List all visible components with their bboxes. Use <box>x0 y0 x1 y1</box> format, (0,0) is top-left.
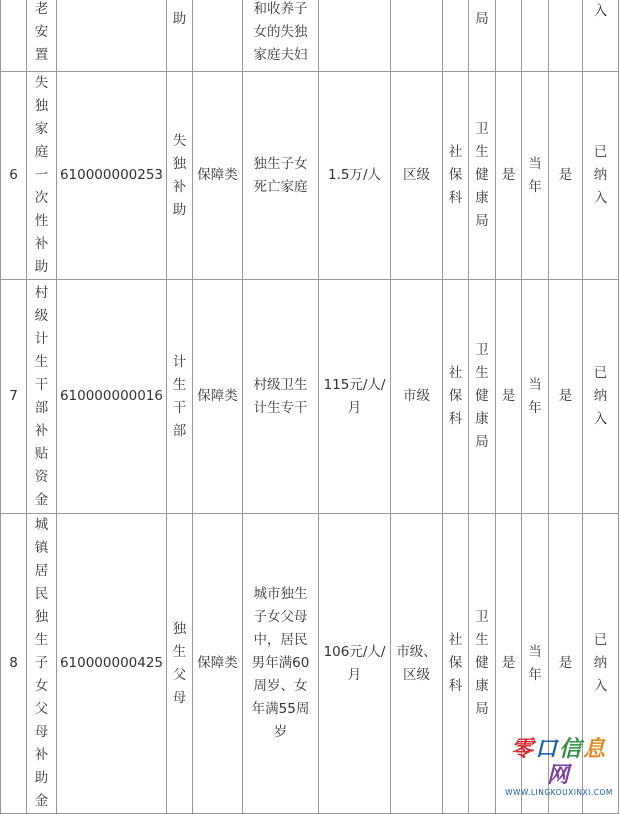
standard-cell: 1.5万/人 <box>319 72 391 280</box>
name-cell: 村级计生干部补贴资金 <box>27 280 57 514</box>
category-cell: 保障类 <box>193 72 243 280</box>
included-cell: 已纳入 <box>583 514 619 814</box>
department-cell: 卫生健康局 <box>469 72 496 280</box>
code-cell: 610000000425 <box>57 514 167 814</box>
flag-a-cell: 是 <box>496 280 522 514</box>
table-row <box>1 0 619 72</box>
included-cell: 已纳入 <box>583 72 619 280</box>
department-cell: 卫生健康局 <box>469 280 496 514</box>
included-cell: 已纳入 <box>583 280 619 514</box>
index-cell: 8 <box>1 514 27 814</box>
period-cell: 当年 <box>522 72 549 280</box>
office-cell: 社保科 <box>443 514 469 814</box>
flag-b-cell: 是 <box>549 72 583 280</box>
flag-a-cell: 是 <box>496 72 522 280</box>
project-type-cell: 独生父母 <box>167 514 193 814</box>
level-cell: 市级 <box>391 280 443 514</box>
watermark-logo <box>504 736 614 788</box>
office-cell <box>443 0 469 72</box>
condition-cell: 村级卫生计生专干 <box>243 280 319 514</box>
category-cell <box>193 0 243 72</box>
department-cell: 卫生健康局 <box>469 514 496 814</box>
watermark-glyph: 网 <box>546 762 571 788</box>
watermark-url: WWW.LINGKOUXINXI.COM <box>505 788 613 797</box>
level-cell: 区级 <box>391 72 443 280</box>
project-type-cell: 计生干部 <box>167 280 193 514</box>
level-cell <box>391 0 443 72</box>
period-cell <box>522 0 549 72</box>
flag-b-cell: 是 <box>549 280 583 514</box>
office-cell: 社保科 <box>443 280 469 514</box>
watermark-glyph: 息 <box>583 736 608 762</box>
code-cell: 610000000253 <box>57 72 167 280</box>
flag-b-cell: 是 <box>549 514 583 814</box>
name-cell: 失独家庭一次性补助 <box>27 72 57 280</box>
code-cell <box>57 0 167 72</box>
category-cell: 保障类 <box>193 280 243 514</box>
site-watermark <box>504 736 614 798</box>
name-cell: 老安置 <box>27 0 57 72</box>
department-cell: 局 <box>469 0 496 72</box>
level-cell: 市级、区级 <box>391 514 443 814</box>
period-cell: 当年 <box>522 514 549 814</box>
code-cell: 610000000016 <box>57 280 167 514</box>
flag-a-cell: 是 <box>496 514 522 814</box>
watermark-glyph: 零 <box>510 736 535 762</box>
condition-cell: 和收养子女的失独家庭夫妇 <box>243 0 319 72</box>
flag-b-cell <box>549 0 583 72</box>
standard-cell: 106元/人/月 <box>319 514 391 814</box>
index-cell: 7 <box>1 280 27 514</box>
standard-cell: 115元/人/月 <box>319 280 391 514</box>
name-cell: 城镇居民独生子女父母补助金 <box>27 514 57 814</box>
table-row <box>1 280 619 514</box>
condition-cell: 城市独生子女父母中，居民男年满60周岁、女年满55周岁 <box>243 514 319 814</box>
flag-a-cell <box>496 0 522 72</box>
category-cell: 保障类 <box>193 514 243 814</box>
standard-cell <box>319 0 391 72</box>
office-cell: 社保科 <box>443 72 469 280</box>
project-type-cell: 助 <box>167 0 193 72</box>
table-row <box>1 72 619 280</box>
watermark-glyph: 口 <box>534 736 559 762</box>
index-cell: 6 <box>1 72 27 280</box>
condition-cell: 独生子女死亡家庭 <box>243 72 319 280</box>
index-cell <box>1 0 27 72</box>
watermark-glyph: 信 <box>559 736 584 762</box>
project-type-cell: 失独补助 <box>167 72 193 280</box>
period-cell: 当年 <box>522 280 549 514</box>
included-cell: 入 <box>583 0 619 72</box>
